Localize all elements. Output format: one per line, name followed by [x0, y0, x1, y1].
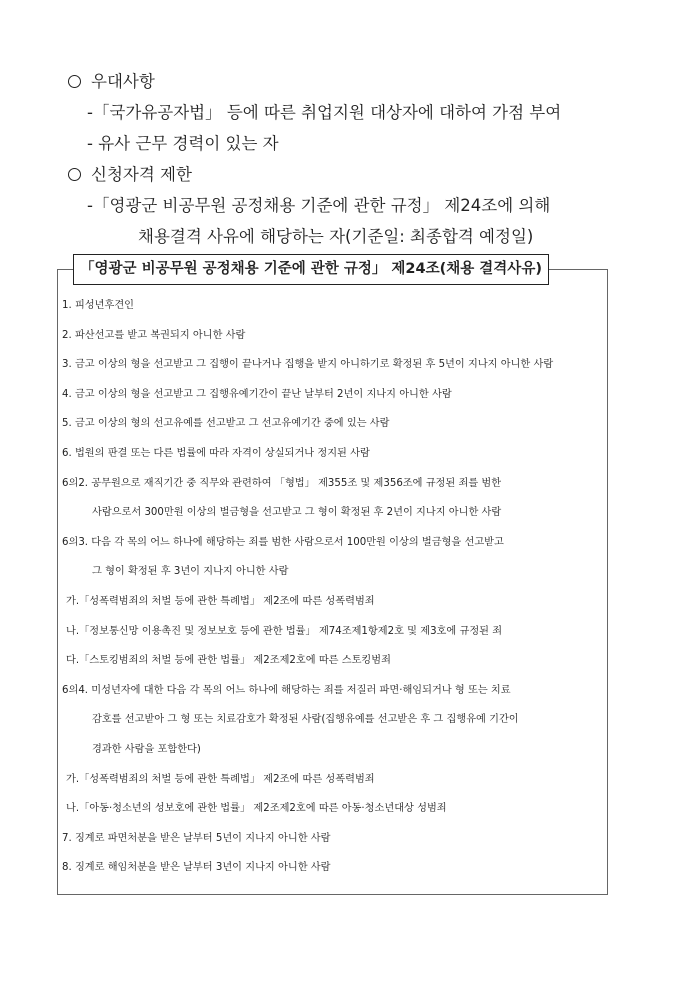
restriction-line-continuation: 채용결격 사유에 해당하는 자(기준일: 최종합격 예정일) [138, 227, 534, 246]
list-item: 2. 파산선고를 받고 복권되지 아니한 사람 [62, 329, 246, 341]
list-item: 다.「스토킹범죄의 처벌 등에 관한 법률」 제2조제2호에 따른 스토킹범죄 [66, 655, 391, 667]
list-item: 6의3. 다음 각 목의 어느 하나에 해당하는 죄를 범한 사람으로서 100만원 이상의 벌금형을 선고받고 [62, 536, 504, 548]
list-item: 가.「성폭력범죄의 처벌 등에 관한 특례법」 제2조에 따른 성폭력범죄 [66, 773, 375, 785]
list-item: 경과한 사람을 포함한다) [92, 743, 201, 755]
disqualification-list [62, 291, 553, 883]
list-item: 4. 금고 이상의 형을 선고받고 그 집행유예기간이 끝난 날부터 2년이 지나지 아니한 사람 [62, 388, 452, 400]
list-item: 나.「정보통신망 이용촉진 및 정보보호 등에 관한 법률」 제74조제1항제2호 및 제3호에 규정된 죄 [66, 625, 503, 637]
circle-bullet-icon [68, 75, 81, 88]
regulation-box-title: 「영광군 비공무원 공정채용 기준에 관한 규정」 제24조(채용 결격사유) [73, 254, 549, 285]
circle-bullet-icon [68, 168, 81, 181]
section-heading-restriction [60, 159, 561, 190]
heading-text: 신청자격 제한 [91, 165, 192, 184]
heading-text: 우대사항 [91, 72, 155, 91]
list-item: 6의2. 공무원으로 재직기간 중 직무와 관련하여 「형법」 제355조 및 제356조에 규정된 죄를 범한 [62, 477, 502, 489]
requirements-section [60, 66, 561, 252]
preference-line: -「국가유공자법」 등에 따른 취업지원 대상자에 대하여 가점 부여 [87, 103, 562, 122]
list-item: 1. 피성년후견인 [62, 300, 135, 311]
list-item: 8. 징계로 해임처분을 받은 날부터 3년이 지나지 아니한 사람 [62, 862, 331, 874]
preference-line: - 유사 근무 경력이 있는 자 [87, 134, 279, 153]
list-item: 3. 금고 이상의 형을 선고받고 그 집행이 끝나거나 집행을 받지 아니하기로 확정된 후 5년이 지나지 아니한 사람 [62, 359, 554, 371]
list-item: 7. 징계로 파면처분을 받은 날부터 5년이 지나지 아니한 사람 [62, 832, 331, 844]
list-item: 6. 법원의 판결 또는 다른 법률에 따라 자격이 상실되거나 정지된 사람 [62, 447, 370, 459]
list-item: 감호를 선고받아 그 형 또는 치료감호가 확정된 사람(집행유예를 선고받은 후 그 집행유예 기간이 [92, 714, 519, 726]
restriction-line: -「영광군 비공무원 공정채용 기준에 관한 규정」 제24조에 의해 [87, 196, 551, 215]
list-item: 가.「성폭력범죄의 처벌 등에 관한 특례법」 제2조에 따른 성폭력범죄 [66, 595, 375, 607]
list-item: 사람으로서 300만원 이상의 벌금형을 선고받고 그 형이 확정된 후 2년이 지나지 아니한 사람 [92, 507, 502, 519]
list-item: 나.「아동·청소년의 성보호에 관한 법률」 제2조제2호에 따른 아동·청소년대상 성범죄 [66, 803, 447, 815]
section-heading-preference [60, 66, 561, 97]
list-item: 그 형이 확정된 후 3년이 지나지 아니한 사람 [92, 566, 289, 578]
list-item: 6의4. 미성년자에 대한 다음 각 목의 어느 하나에 해당하는 죄를 저질러 파면·해임되거나 형 또는 치료 [62, 684, 511, 696]
list-item: 5. 금고 이상의 형의 선고유예를 선고받고 그 선고유예기간 중에 있는 사람 [62, 418, 390, 430]
